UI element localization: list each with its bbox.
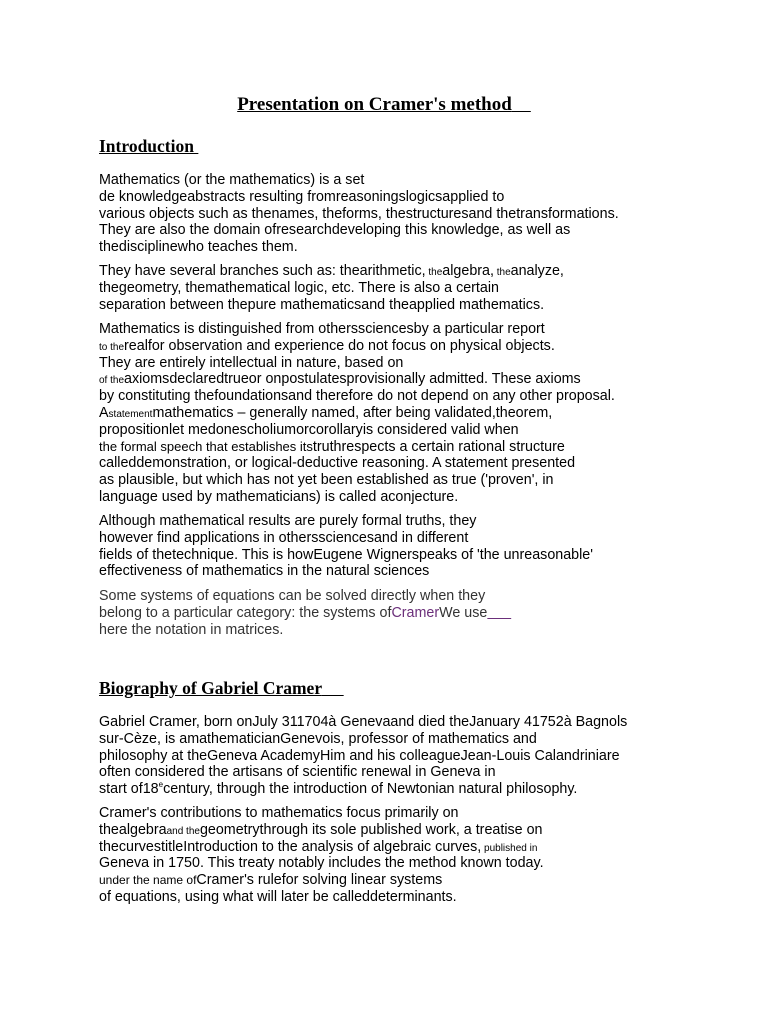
text-line: of equations, using what will later be calleddeterminants. <box>99 888 457 905</box>
text-run: They have several branches such as: thearithmetic, <box>99 263 426 279</box>
intro-paragraph-4 <box>99 513 699 580</box>
text-line <box>99 263 699 280</box>
bio-paragraph-2 <box>99 805 699 906</box>
small-text-run: and the <box>166 825 200 837</box>
text-line: propositionlet medonescholiumorcorollaryis considered valid when <box>99 421 519 438</box>
text-line <box>99 839 699 856</box>
text-line <box>99 872 699 889</box>
text-run: realfor observation and experience do not focus on physical objects. <box>124 337 555 354</box>
text-line: de knowledgeabstracts resulting fromreasoningslogicsapplied to <box>99 188 505 205</box>
text-line: language used by mathematicians) is called aconjecture. <box>99 488 459 505</box>
text-line: calleddemonstration, or logical-deductive reasoning. A statement presented <box>99 455 576 472</box>
text-run: century, through the introduction of Newtonian natural philosophy. <box>163 781 578 798</box>
text-run: belong to a particular category: the systems of <box>99 604 392 621</box>
bio-paragraph-1 <box>99 714 699 798</box>
title-underline-trail <box>512 94 531 115</box>
intro-paragraph-1 <box>99 172 699 256</box>
small-text-run: under the name of <box>99 873 197 888</box>
text-line: Mathematics is distinguished from otherssciencesby a particular report <box>99 321 545 337</box>
text-run: start of18 <box>99 781 159 798</box>
text-run: thecurvestitleIntroduction to the analysis of algebraic curves, <box>99 838 482 855</box>
text-line <box>99 781 699 798</box>
biography-heading-trail <box>322 678 344 698</box>
text-run: We use <box>439 604 488 621</box>
cramer-link[interactable]: Cramer <box>391 604 440 621</box>
small-text-run: the <box>425 267 443 278</box>
text-line: however find applications in otherssciencesand in different <box>99 529 469 546</box>
text-run: analyze, <box>510 263 564 279</box>
small-text-run: the formal speech that establishes its <box>99 438 313 454</box>
text-run: truthrespects a certain rational structure <box>312 438 565 455</box>
intro-paragraph-3 <box>99 321 699 506</box>
text-line: They are entirely intellectual in nature, based on <box>99 354 404 371</box>
small-text-run: the <box>493 267 511 278</box>
underlined-blank <box>487 605 511 621</box>
title-text: Presentation on Cramer's method <box>237 94 512 115</box>
text-run: A <box>99 404 109 421</box>
small-text-run: of the <box>99 375 125 387</box>
text-line: Geneva in 1750. This treaty notably includes the method known today. <box>99 855 544 872</box>
text-run: geometrythrough its sole published work, a treatise on <box>199 821 543 838</box>
text-line: Although mathematical results are purely formal truths, they <box>99 513 477 529</box>
text-line: philosophy at theGeneva AcademyHim and his colleagueJean-Louis Calandriniare <box>99 747 620 764</box>
text-line: by constituting thefoundationsand therefore do not depend on any other proposal. <box>99 388 615 405</box>
text-line: separation between thepure mathematicsand theapplied mathematics. <box>99 296 545 313</box>
text-run: algebra, <box>442 263 494 279</box>
biography-heading-text: Biography of Gabriel Cramer <box>99 678 322 698</box>
text-line <box>99 371 699 388</box>
text-line: as plausible, but which has not yet been established as true ('proven', in <box>99 472 554 489</box>
introduction-heading <box>99 136 198 157</box>
text-line <box>99 605 699 622</box>
text-line: Cramer's contributions to mathematics focus primarily on <box>99 805 459 821</box>
text-line: thedisciplinewho teaches them. <box>99 239 298 256</box>
text-line <box>99 822 699 839</box>
text-line: fields of thetechnique. This is howEugene Wignerspeaks of 'the unreasonable' <box>99 546 593 563</box>
biography-heading <box>99 678 344 699</box>
small-text-run: statement <box>108 408 153 420</box>
text-line: here the notation in matrices. <box>99 621 284 638</box>
text-run: Cramer's rulefor solving linear systems <box>196 872 443 889</box>
superscript: e <box>158 780 164 790</box>
text-line <box>99 439 699 456</box>
text-line: Gabriel Cramer, born onJuly 311704à Genevaand died theJanuary 41752à Bagnols <box>99 714 628 730</box>
document-title <box>0 94 768 116</box>
intro-paragraph-5 <box>99 588 699 638</box>
text-line <box>99 405 699 422</box>
text-run: mathematics – generally named, after being validated,theorem, <box>152 404 553 421</box>
text-line: effectiveness of mathematics in the natural sciences <box>99 563 430 580</box>
text-line: thegeometry, themathematical logic, etc. There is also a certain <box>99 279 499 296</box>
introduction-heading-text: Introduction <box>99 136 194 156</box>
text-run: thealgebra <box>99 821 167 838</box>
introduction-heading-trail <box>194 136 198 156</box>
text-line: sur-Cèze, is amathematicianGenevois, professor of mathematics and <box>99 730 537 747</box>
text-line: various objects such as thenames, theforms, thestructuresand thetransformations. <box>99 205 619 222</box>
text-line: Mathematics (or the mathematics) is a set <box>99 172 365 188</box>
text-line: Some systems of equations can be solved directly when they <box>99 588 486 604</box>
text-line: They are also the domain ofresearchdeveloping this knowledge, as well as <box>99 222 571 239</box>
text-run: axiomsdeclaredtrueor onpostulatesprovisionally admitted. These axioms <box>124 371 581 388</box>
small-text-run: published in <box>481 842 538 854</box>
small-text-run: to the <box>99 341 125 353</box>
intro-paragraph-2 <box>99 263 699 313</box>
text-line <box>99 338 699 355</box>
text-line: often considered the artisans of scientific renewal in Geneva in <box>99 764 496 781</box>
